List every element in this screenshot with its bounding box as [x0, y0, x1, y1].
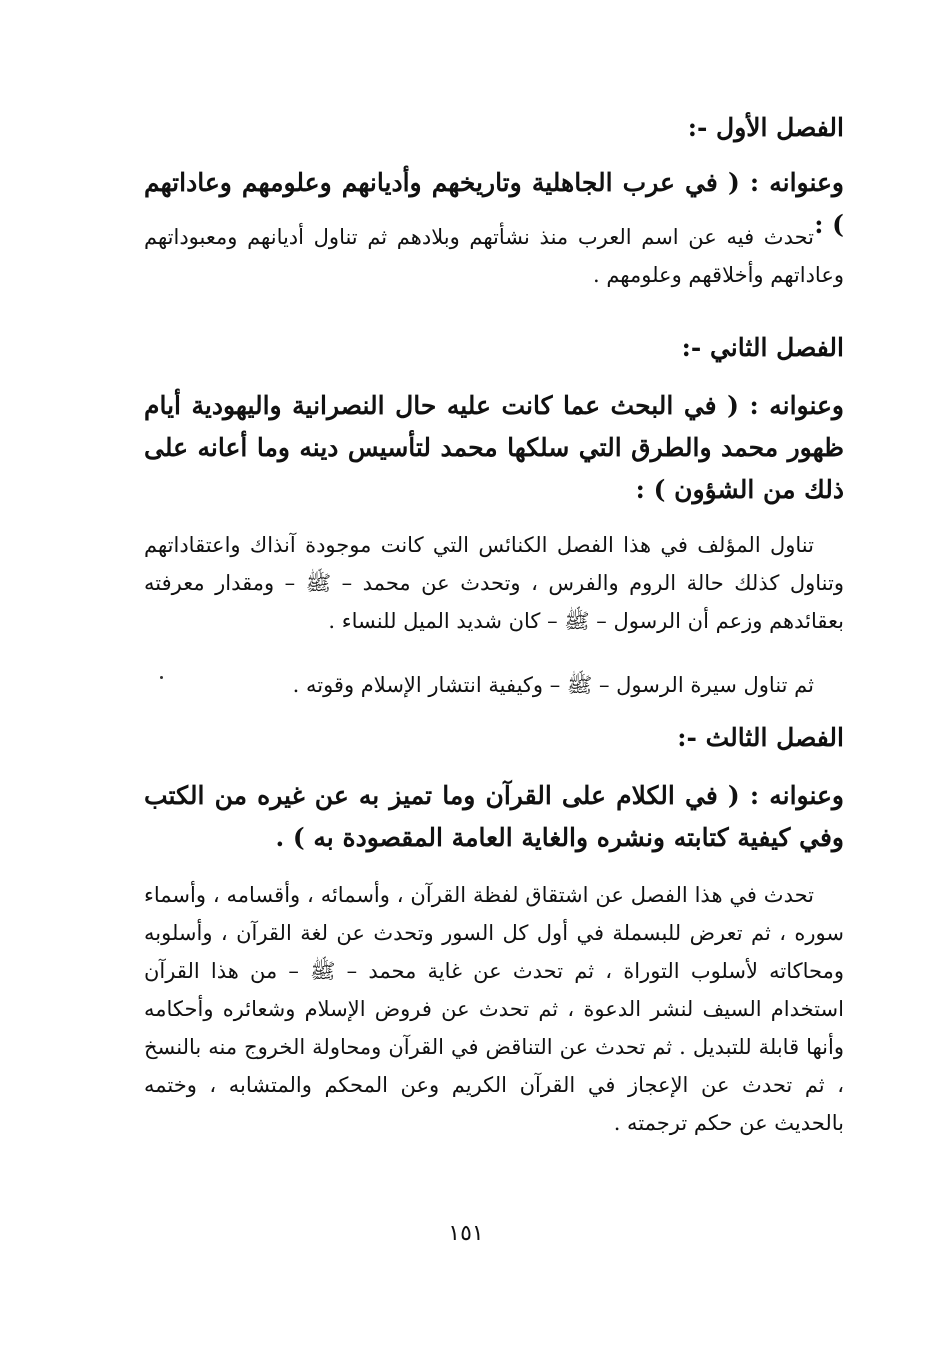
chapter-1-paragraph: تحدث فيه عن اسم العرب منذ نشأتهم وبلادهم ثم تناول أديانهم ومعبوداتهم وعاداتهم وأخلاقهم وعلومهم . [144, 225, 844, 287]
chapter-2-heading: الفصل الثاني -: [681, 333, 844, 362]
chapter-2-paragraph-2: ثم تناول سيرة الرسول – ﷺ – وكيفية انتشار الإسلام وقوته . [292, 673, 814, 697]
page-number: ١٥١ [448, 1221, 484, 1246]
chapter-3-title: وعنوانه : ( في الكلام على القرآن وما تميز به عن غيره من الكتب وفي كيفية كتابته ونشره والغاية العامة المقصودة به ) . [144, 781, 844, 852]
chapter-2-title: وعنوانه : ( في البحث عما كانت عليه حال النصرانية واليهودية أيام ظهور محمد والطرق التي سلكها محمد لتأسيس دينه وما أعانه على ذلك من الشؤون ) : [144, 391, 844, 504]
chapter-1-title: وعنوانه : ( في عرب الجاهلية وتاريخهم وأديانهم وعلومهم وعاداتهم ) : [144, 168, 844, 239]
print-speck [160, 676, 163, 679]
chapter-3-paragraph: تحدث في هذا الفصل عن اشتقاق لفظة القرآن ، وأسمائه ، وأقسامه ، وأسماء سوره ، ثم تعرض للبسملة في أول كل السور وتحدث عن لغة القرآن ، وأسلوبه ومحاكاته لأسلوب التوراة ، ثم تحدث عن غاية محمد – ﷺ – من هذا القرآن استخدام السيف لنشر الدعوة ، ثم تحدث عن فروض الإسلام وشعائره وأحكامه وأنها قابلة للتبديل . ثم تحدث عن التناقض في القرآن ومحاولة الخروج منه بالنسخ ، ثم تحدث عن الإعجاز في القرآن الكريم وعن المحكم والمتشابه ، وختمه بالحديث عن حكم ترجمته . [144, 883, 844, 1135]
chapter-2-paragraph-1: تناول المؤلف في هذا الفصل الكنائس التي كانت موجودة آنذاك واعتقاداتهم وتناول كذلك حالة الروم والفرس ، وتحدث عن محمد – ﷺ – ومقدار معرفته بعقائدهم وزعم أن الرسول – ﷺ – كان شديد الميل للنساء . [144, 533, 844, 633]
chapter-1-heading: الفصل الأول -: [687, 113, 844, 142]
chapter-3-heading: الفصل الثالث -: [677, 723, 844, 752]
